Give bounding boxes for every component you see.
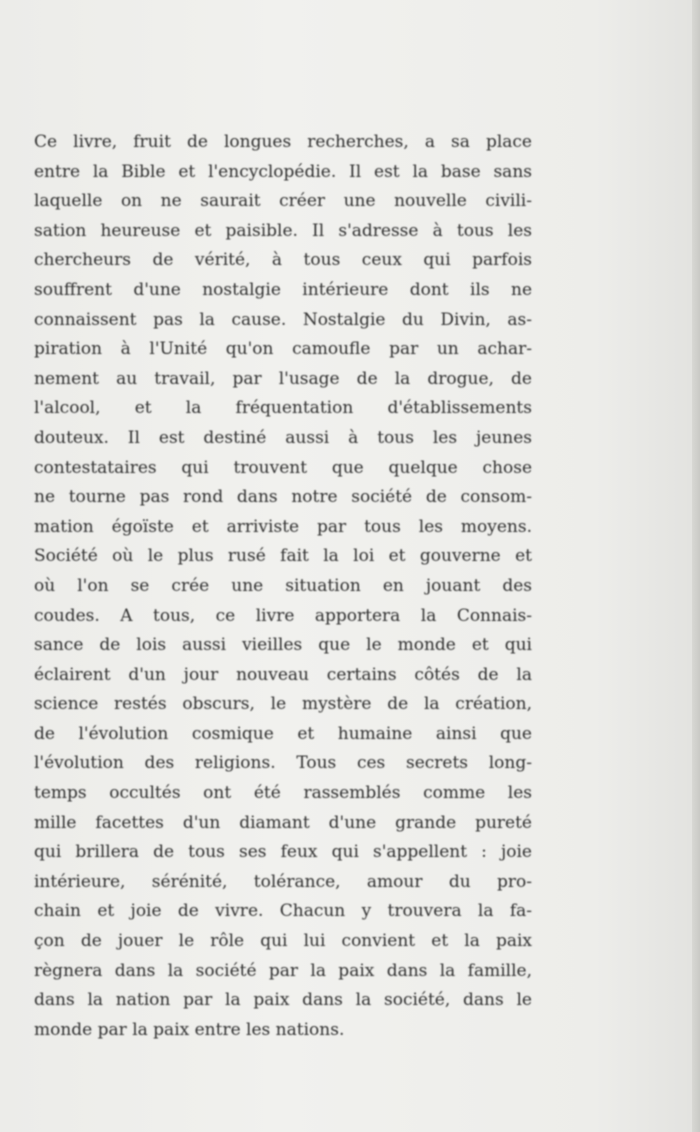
text-line: souffrent d'une nostalgie intérieure dont ils ne [34, 279, 532, 300]
text-line: çon de jouer le rôle qui lui convient et la paix [34, 931, 532, 952]
text-line: coudes. A tous, ce livre apportera la Connais- [34, 605, 532, 626]
text-line: monde par la paix entre les nations. [34, 1019, 345, 1040]
text-line: connaissent pas la cause. Nostalgie du Divin, as- [34, 309, 532, 330]
text-line: temps occultés ont été rassemblés comme les [34, 783, 532, 804]
text-line: science restés obscurs, le mystère de la création, [34, 694, 532, 715]
text-line: piration à l'Unité qu'on camoufle par un achar- [34, 339, 532, 360]
text-line: entre la Bible et l'encyclopédie. Il est la base sans [34, 161, 532, 182]
text-line: sance de lois aussi vieilles que le monde et qui [34, 635, 532, 656]
text-line: ne tourne pas rond dans notre société de consom- [34, 487, 532, 508]
text-line: chercheurs de vérité, à tous ceux qui parfois [34, 250, 532, 271]
text-line: Ce livre, fruit de longues recherches, a sa place [34, 132, 532, 152]
text-line: qui brillera de tous ses feux qui s'appellent : joie [34, 842, 532, 863]
text-line: règnera dans la société par la paix dans la famille, [34, 960, 532, 981]
cover-edge [692, 0, 700, 1132]
text-line: Société où le plus rusé fait la loi et gouverne et [34, 546, 532, 567]
text-line: chain et joie de vivre. Chacun y trouvera la fa- [34, 901, 532, 922]
text-line: contestataires qui trouvent que quelque chose [34, 457, 532, 478]
text-line: dans la nation par la paix dans la société, dans le [34, 990, 532, 1011]
text-line: mation égoïste et arriviste par tous les moyens. [34, 516, 532, 537]
text-line: l'alcool, et la fréquentation d'établissements [34, 398, 532, 419]
text-line: sation heureuse et paisible. Il s'adresse à tous les [34, 220, 532, 241]
text-line: nement au travail, par l'usage de la drogue, de [34, 368, 532, 389]
text-line: douteux. Il est destiné aussi à tous les jeunes [34, 427, 532, 448]
text-line: intérieure, sérénité, tolérance, amour du pro- [34, 871, 532, 892]
text-line: de l'évolution cosmique et humaine ainsi que [34, 723, 532, 744]
text-line: où l'on se crée une situation en jouant des [34, 575, 532, 596]
blurb-paragraph [34, 128, 532, 1045]
text-line: l'évolution des religions. Tous ces secrets long- [34, 753, 532, 774]
text-line: laquelle on ne saurait créer une nouvelle civili- [34, 191, 532, 212]
text-line: mille facettes d'un diamant d'une grande pureté [34, 812, 532, 833]
text-line: éclairent d'un jour nouveau certains côtés de la [34, 664, 532, 685]
